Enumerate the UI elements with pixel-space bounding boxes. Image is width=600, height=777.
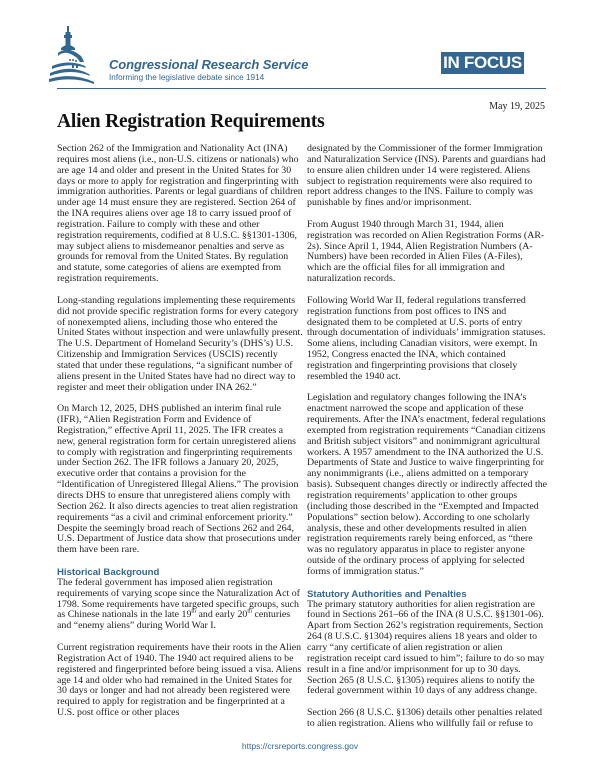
body-column-left [57, 144, 303, 730]
section-heading-historical-background: Historical Background [57, 566, 160, 578]
paragraph: Following World War II, federal regulations transferred registration functions from post offices to INS and designated them to be completed at U.S. ports of entry through documentation of individuals’ immigration statuses. Some aliens, including Canadian visitors, were exempt. In 1952, Congress enacted the INA, which contained registration and fingerprinting provisions that closely resembled the 1940 act. [307, 294, 546, 382]
in-focus-badge: IN FOCUS [441, 52, 524, 74]
paragraph: On March 12, 2025, DHS published an interim final rule (IFR), “Alien Registration Form and Evidence of Registration,” effective April 11, 2025. The IFR creates a new, general registration form for certain unregistered aliens to comply with registration and fingerprinting requirements under Section 262. The IFR follows a January 20, 2025, executive order that contains a provision for the “Identification of Unregistered Illegal Aliens.” The provision directs DHS to ensure that unregistered aliens comply with Section 262. It also directs agencies to treat alien registration requirements “as a civil and criminal enforcement priority.” Despite the seemingly broad reach of Sections 262 and 264, U.S. Department of Justice data show that prosecutions under them have been rare. [57, 403, 301, 556]
org-tagline: Informing the legislative debate since 1914 [109, 73, 265, 82]
section-heading-statutory-authorities: Statutory Authorities and Penalties [307, 588, 467, 600]
paragraph: designated by the Commissioner of the former Immigration and Naturalization Service (INS). Parents and guardians had to ensure alien children under 14 were registered. Aliens subject to registration requirements were also required to report address changes to the INS. Failure to comply was punishable by fines and/or imprisonment. [307, 143, 546, 209]
header-divider [57, 88, 546, 89]
body-column-right [307, 144, 549, 741]
paragraph: Current registration requirements have their roots in the Alien Registration Act of 1940. The 1940 act required aliens to be registered and fingerprinted before being issued a visa. Aliens age 14 and older who had remained in the United States for 30 days or longer and had not already been registered were required to apply for registration and be fingerprinted at a U.S. post office or other places [57, 641, 302, 719]
text-run: The federal government has imposed alien registration requirements of varying scope since the Naturalization Act of 1798. Some requirements have targeted specific groups, such as Chinese nationals in the late 19 [57, 576, 300, 621]
superscript: th [191, 609, 197, 616]
capitol-dome-logo-icon [49, 26, 97, 84]
paragraph: Long-standing regulations implementing these requirements did not provide specific registration forms for every category of nonexempted aliens, including those who entered the United States without inspection and were unlawfully present. The U.S. Department of Homeland Security’s (DHS’s) U.S. Citizenship and Immigration Services (USCIS) recently stated that under these regulations, “a significant number of aliens present in the United States have had no direct way to register and meet their obligation under INA 262.” [57, 294, 303, 393]
org-name: Congressional Research Service [109, 57, 309, 72]
paragraph: Section 266 (8 U.S.C. §1306) details other penalties related to alien registration. Aliens who willfully fail or refuse to [307, 707, 543, 729]
brand-block [109, 58, 308, 83]
text-run: and early 20 [196, 609, 248, 621]
paragraph: Section 262 of the Immigration and Nationality Act (INA) requires most aliens (i.e., non-U.S. citizens or nationals) who are age 14 and older and present in the United States for 30 days or more to apply for registration and fingerprinting with immigration authorities. Parents or legal guardians of children under age 14 must ensure they are registered. Section 264 of the INA requires aliens over age 18 to carry issued proof of registration. Failure to comply with these and other registration requirements, codified at 8 U.S.C. §§1301-1306, may subject aliens to misdemeanor penalties and serve as grounds for removal from the United States. By regulation and statute, some categories of aliens are exempted from registration requirements. [57, 143, 303, 285]
paragraph: Legislation and regulatory changes following the INA’s enactment narrowed the scope and application of these requirements. After the INA’s enactment, federal regulations exempted from registration requirements “Canadian citizens and British subject visitors” and nonimmigrant agricultural workers. A 1957 amendment to the INA authorized the U.S. Departments of State and Justice to waive fingerprinting for any nonimmigrants (i.e., aliens admitted on a temporary basis). Subsequent changes directly or indirectly affected the registration requirements’ application to other groups (including those described in the “Exempted and Impacted Populations” section below). According to one scholarly analysis, these and other developments resulted in alien registration requirements rarely being enforced, as “there was no regulatory apparatus in place to register anyone outside of the ordinary process of applying for selected forms of immigration status.” [307, 392, 548, 577]
publication-date: May 19, 2025 [489, 101, 545, 112]
text-run: centuries and “enemy aliens” during World War I. [57, 609, 291, 632]
paragraph: From August 1940 through March 31, 1944, alien registration was recorded on Alien Registration Forms (AR-2s). Since April 1, 1944, Alien Registration Numbers (A-Numbers) have been recorded in Alien Files (A-Files), which are the official files for all immigration and naturalization records. [307, 218, 545, 285]
paragraph [57, 578, 303, 632]
footer-url-link[interactable]: https://crsreports.congress.gov [241, 741, 359, 751]
superscript: th [247, 609, 253, 616]
page-title: Alien Registration Requirements [57, 111, 325, 132]
page-header [49, 26, 549, 88]
paragraph: The primary statutory authorities for alien registration are found in Sections 261–66 of the INA (8 U.S.C. §§1301-06). Apart from Section 262’s registration requirements, Section 264 (8 U.S.C. §1304) requires aliens 18 years and older to carry “any certificate of alien registration or alien registration receipt card issued to him”; failure to do so may result in a fine and/or imprisonment for up to 30 days. Section 265 (8 U.S.C. §1305) requires aliens to notify the federal government within 10 days of any address change. [307, 598, 545, 697]
